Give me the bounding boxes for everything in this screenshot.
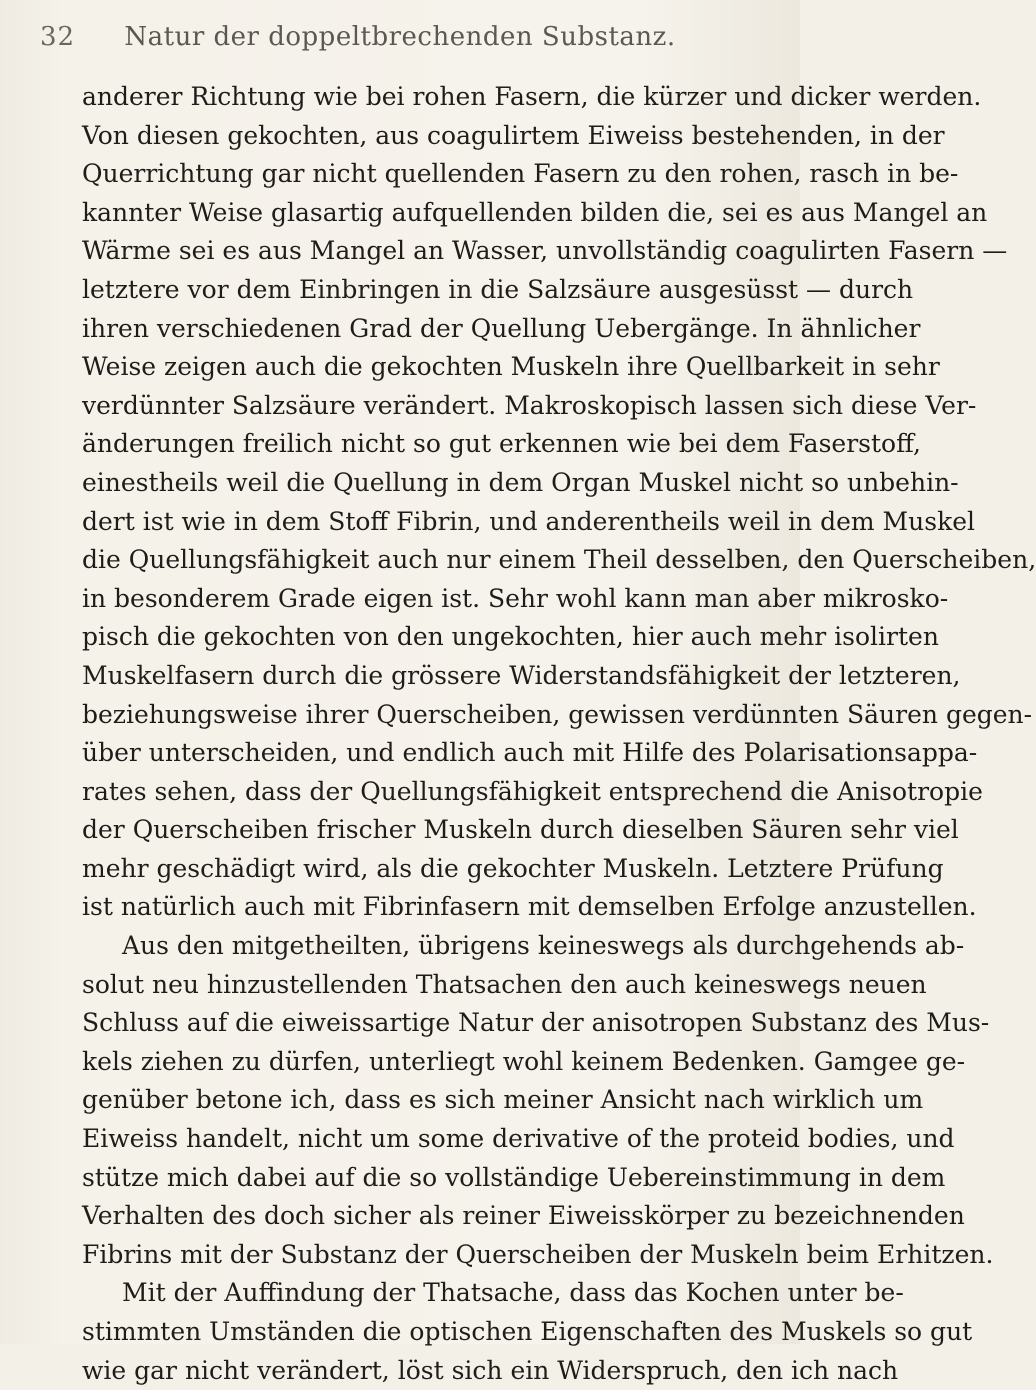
running-title: Natur der doppeltbrechenden Substanz. (124, 22, 676, 52)
text-line: Verhalten des doch sicher als reiner Eiweisskörper zu bezeichnenden (82, 1201, 965, 1231)
text-line: ist natürlich auch mit Fibrinfasern mit demselben Erfolge anzustellen. (82, 892, 977, 922)
text-line: dert ist wie in dem Stoff Fibrin, und anderentheils weil in dem Muskel (82, 506, 976, 536)
text-line: rates sehen, dass der Quellungsfähigkeit entsprechend die Anisotropie (82, 776, 983, 806)
body-text (82, 78, 1036, 1390)
text-line: Von diesen gekochten, aus coagulirtem Eiweiss bestehenden, in der (82, 120, 945, 150)
text-line: Querrichtung gar nicht quellenden Fasern zu den rohen, rasch in be- (82, 159, 959, 189)
text-line: kannter Weise glasartig aufquellenden bilden die, sei es aus Mangel an (82, 197, 988, 227)
page-header (40, 22, 760, 62)
text-line: in besonderem Grade eigen ist. Sehr wohl kann man aber mikrosko- (82, 583, 949, 613)
text-line: solut neu hinzustellenden Thatsachen den auch keineswegs neuen (82, 969, 927, 999)
text-line: pisch die gekochten von den ungekochten, hier auch mehr isolirten (82, 622, 939, 652)
text-line: stimmten Umständen die optischen Eigenschaften des Muskels so gut (82, 1317, 973, 1346)
text-line: der Querscheiben frischer Muskeln durch dieselben Säuren sehr viel (82, 815, 959, 845)
text-line: anderer Richtung wie bei rohen Fasern, die kürzer und dicker werden. (82, 82, 982, 111)
text-line: einestheils weil die Quellung in dem Organ Muskel nicht so unbehin- (82, 467, 959, 497)
text-line: Mit der Auffindung der Thatsache, dass das Kochen unter be- (122, 1278, 904, 1308)
text-line: Fibrins mit der Substanz der Querscheiben der Muskeln beim Erhitzen. (82, 1239, 994, 1269)
text-line: die Quellungsfähigkeit auch nur einem Theil desselben, den Querscheiben, (82, 545, 1036, 575)
text-line: genüber betone ich, dass es sich meiner Ansicht nach wirklich um (82, 1085, 924, 1115)
text-line: mehr geschädigt wird, als die gekochter Muskeln. Letztere Prüfung (82, 853, 944, 883)
text-line: verdünnter Salzsäure verändert. Makroskopisch lassen sich diese Ver- (82, 390, 977, 420)
text-line: über unterscheiden, und endlich auch mit Hilfe des Polarisationsappa- (82, 738, 978, 768)
text-line: Weise zeigen auch die gekochten Muskeln ihre Quellbarkeit in sehr (82, 352, 940, 382)
text-line: Wärme sei es aus Mangel an Wasser, unvollständig coagulirten Fasern — (82, 236, 1008, 266)
text-line: Aus den mitgetheilten, übrigens keineswegs als durchgehends ab- (122, 931, 965, 961)
text-line: ihren verschiedenen Grad der Quellung Uebergänge. In ähnlicher (82, 313, 921, 343)
text-line: änderungen freilich nicht so gut erkennen wie bei dem Faserstoff, (82, 429, 921, 459)
text-line: beziehungsweise ihrer Querscheiben, gewissen verdünnten Säuren gegen- (82, 699, 1033, 729)
text-line: Muskelfasern durch die grössere Widerstandsfähigkeit der letzteren, (82, 660, 961, 690)
text-line: Schluss auf die eiweissartige Natur der anisotropen Substanz des Mus- (82, 1008, 990, 1038)
text-line: stütze mich dabei auf die so vollständige Uebereinstimmung in dem (82, 1162, 946, 1192)
text-line: wie gar nicht verändert, löst sich ein Widerspruch, den ich nach (82, 1355, 899, 1385)
page-number: 32 (40, 22, 76, 52)
text-line: Eiweiss handelt, nicht um some derivative of the proteid bodies, und (82, 1124, 955, 1154)
text-line: kels ziehen zu dürfen, unterliegt wohl keinem Bedenken. Gamgee ge- (82, 1046, 966, 1076)
text-line: letztere vor dem Einbringen in die Salzsäure ausgesüsst — durch (82, 274, 914, 304)
